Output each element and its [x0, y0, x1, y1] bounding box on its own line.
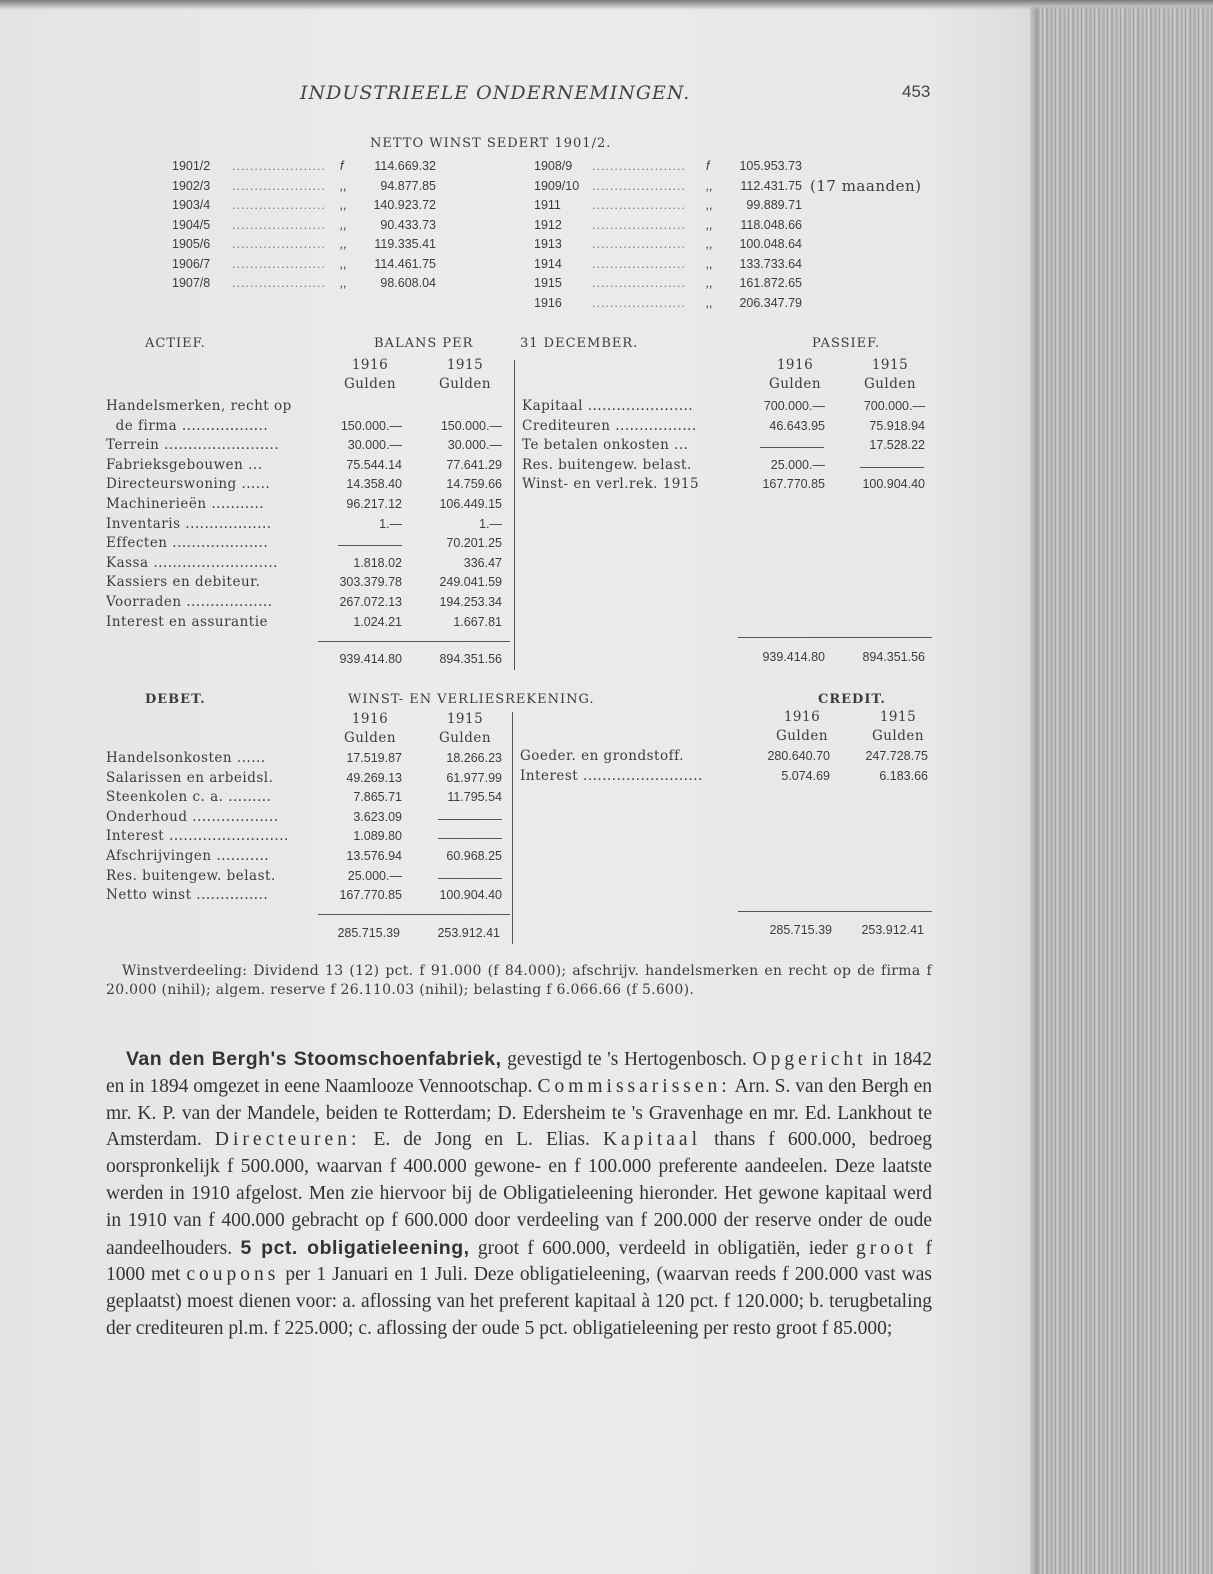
- company-text-1: gevestigd te 's Hertogenbosch.: [501, 1049, 753, 1070]
- value-1915: 70.201.25: [446, 536, 502, 551]
- value-1916: 700.000.—: [763, 399, 825, 413]
- year: 1903/4: [172, 198, 211, 212]
- year: 1911: [534, 198, 561, 212]
- value-1915: 6.183.66: [879, 768, 928, 783]
- note: (17 maanden): [810, 176, 922, 195]
- passief-total-1915: 894.351.56: [862, 650, 925, 664]
- credit-label: CREDIT.: [818, 692, 886, 707]
- dot-leader: .....................: [232, 237, 326, 251]
- directeuren-label: Directeuren:: [214, 1129, 361, 1151]
- value: 94.877.85: [380, 178, 436, 193]
- value-1915: 194.253.34: [439, 595, 502, 609]
- value: 100.048.64: [739, 237, 802, 251]
- value-1916: 303.379.78: [339, 575, 402, 590]
- nil-dash: [438, 819, 502, 820]
- value: 112.431.75: [740, 178, 802, 193]
- netto-winst-title: NETTO WINST SEDERT 1901/2.: [370, 136, 612, 151]
- dot-leader: .....................: [592, 256, 686, 271]
- actief-col-1915: 1915: [446, 357, 484, 373]
- dot-leader: .....................: [232, 217, 326, 232]
- passief-col-unit-1916: Gulden: [768, 376, 822, 392]
- row-label: Crediteuren .................: [522, 417, 697, 434]
- row-label: Interest en assurantie: [106, 613, 269, 630]
- currency-mark: ,,: [706, 256, 713, 271]
- actief-col-unit-1916: Gulden: [343, 376, 397, 392]
- value-1916: 3.623.09: [353, 809, 402, 824]
- balans-divider: [514, 360, 515, 670]
- company-text-4: E. de Jong en L. Elias.: [360, 1129, 603, 1151]
- year: 1905/6: [172, 237, 211, 251]
- row-label: Netto winst ...............: [106, 887, 269, 904]
- row-label: Fabrieksgebouwen ...: [106, 456, 263, 473]
- year: 1908/9: [534, 159, 573, 173]
- value: 90.433.73: [380, 217, 436, 232]
- dot-leader: .....................: [232, 159, 326, 173]
- passief-col-unit-1915: Gulden: [863, 376, 917, 392]
- actief-col-1916: 1916: [351, 357, 389, 373]
- debet-col-unit-1916: Gulden: [343, 730, 397, 746]
- value-1916: 14.358.40: [346, 477, 402, 492]
- balans-title-a: BALANS PER: [374, 336, 474, 351]
- year: 1914: [534, 256, 562, 271]
- value-1916: 280.640.70: [767, 749, 830, 763]
- dot-leader: .....................: [592, 237, 686, 251]
- top-shadow: [0, 0, 1213, 10]
- value-1915: 249.041.59: [439, 575, 502, 590]
- year: 1915: [534, 276, 562, 290]
- value-1915: 106.449.15: [439, 497, 502, 511]
- currency-mark: ,,: [340, 178, 347, 193]
- debet-col-unit-1915: Gulden: [438, 730, 492, 746]
- page-edges: [1030, 0, 1213, 1574]
- debet-col-1916: 1916: [351, 711, 389, 727]
- row-label: Res. buitengew. belast.: [522, 456, 692, 473]
- value-1915: 100.904.40: [862, 477, 925, 492]
- value-1915: 700.000.—: [863, 399, 925, 413]
- row-label: Afschrijvingen ...........: [106, 848, 270, 864]
- value-1915: 247.728.75: [865, 749, 928, 763]
- value-1915: 150.000.—: [440, 418, 502, 433]
- groot-label: groot: [856, 1237, 918, 1259]
- row-label: Machinerieën ...........: [106, 496, 265, 512]
- debet-total-rule: [318, 914, 510, 915]
- passief-label: PASSIEF.: [812, 336, 881, 351]
- value-1916: 49.269.13: [346, 770, 402, 785]
- value-1915: 60.968.25: [446, 849, 502, 863]
- dot-leader: .....................: [232, 256, 326, 271]
- credit-total-1916: 285.715.39: [769, 923, 832, 937]
- currency-mark: ,,: [340, 237, 347, 251]
- company-text-7: f 1000 met: [106, 1237, 933, 1286]
- currency-mark: f: [340, 159, 344, 173]
- passief-col-1915: 1915: [871, 357, 909, 373]
- row-label: Kassiers en debiteur.: [106, 574, 261, 591]
- value-1916: 167.770.85: [339, 888, 402, 903]
- credit-col-1915: 1915: [879, 709, 917, 725]
- year: 1901/2: [172, 159, 211, 173]
- value-1915: 11.795.54: [447, 790, 502, 805]
- value-1916: 150.000.—: [340, 418, 402, 433]
- value: 98.608.04: [380, 276, 436, 290]
- row-label: Winst- en verl.rek. 1915: [522, 476, 700, 493]
- credit-total-rule: [738, 911, 932, 912]
- debet-label: DEBET.: [145, 692, 206, 707]
- debet-col-1915: 1915: [446, 711, 484, 727]
- company-text-6: groot f 600.000, verdeeld in obligatiën, ieder: [469, 1237, 857, 1259]
- value-1916: 46.643.95: [769, 418, 825, 433]
- value: 99.889.71: [746, 198, 802, 212]
- year: 1902/3: [172, 178, 211, 193]
- year: 1916: [534, 295, 562, 310]
- value-1915: 30.000.—: [447, 438, 502, 453]
- dot-leader: .....................: [592, 198, 686, 212]
- value-1915: 77.641.29: [446, 457, 502, 472]
- row-label: de firma ..................: [106, 417, 269, 434]
- currency-mark: ,,: [706, 237, 713, 251]
- actief-total-rule: [318, 641, 510, 642]
- company-text-5: thans f 600.000, bedroeg oorspronkelijk f 500.000, waarvan f 400.000 gewone- en f 100.000 preferente aandeelen. Deze laatste werden in 1910 afgelost. Men zie hiervoor bij de Obligatieleening hieronder. Het gewone kapitaal werd in 1910 van f 400.000 gebracht op f 600.000 door verdeeling van f 200.000 der reserve onder de oude aandeelhouders.: [106, 1129, 932, 1259]
- value: 119.335.41: [374, 237, 436, 251]
- page-number: 453: [902, 82, 931, 101]
- row-label: Directeurswoning ......: [106, 476, 271, 493]
- company-text-2: in 1842 en in 1894 omgezet in eene Naamlooze Vennootschap.: [106, 1049, 932, 1097]
- value-1915: 100.904.40: [439, 888, 502, 903]
- credit-total-1915: 253.912.41: [861, 923, 924, 937]
- nil-dash: [338, 545, 402, 546]
- row-label: Kassa ..........................: [106, 554, 278, 571]
- value-1916: 1.089.80: [353, 829, 402, 844]
- passief-total-1916: 939.414.80: [762, 650, 825, 664]
- value-1916: 5.074.69: [781, 768, 830, 783]
- year: 1906/7: [172, 256, 211, 271]
- dot-leader: .....................: [592, 159, 686, 173]
- nil-dash: [860, 467, 924, 468]
- row-label: Voorraden ..................: [106, 594, 273, 610]
- nil-dash: [760, 447, 824, 448]
- nil-dash: [438, 838, 502, 839]
- value-1915: 14.759.66: [446, 477, 502, 492]
- row-label: Handelsonkosten ......: [106, 750, 266, 766]
- kapitaal-label: Kapitaal: [602, 1129, 701, 1151]
- value: 206.347.79: [739, 295, 802, 310]
- value: 114.669.32: [374, 159, 436, 173]
- value-1916: 1.024.21: [353, 614, 402, 629]
- balans-title-b: 31 DECEMBER.: [520, 336, 639, 351]
- value-1915: 336.47: [463, 555, 502, 570]
- currency-mark: f: [706, 159, 710, 173]
- value: 118.048.66: [740, 217, 802, 232]
- value-1915: 1.667.81: [453, 614, 502, 629]
- winst-verlies-divider: [512, 712, 513, 944]
- dot-leader: .....................: [592, 295, 686, 310]
- currency-mark: ,,: [706, 276, 713, 290]
- value-1916: 167.770.85: [762, 477, 825, 492]
- coupons-label: coupons: [186, 1264, 280, 1286]
- value: 105.953.73: [739, 159, 802, 173]
- value-1916: 1.—: [379, 516, 402, 531]
- credit-col-unit-1916: Gulden: [775, 728, 829, 744]
- row-label: Goeder. en grondstoff.: [520, 748, 684, 764]
- row-label: Effecten ....................: [106, 535, 269, 552]
- value-1916: 17.519.87: [346, 751, 402, 765]
- value-1915: 1.—: [479, 516, 502, 531]
- value: 133.733.64: [739, 256, 802, 271]
- row-label: Interest .........................: [520, 767, 703, 784]
- value-1915: 18.266.23: [446, 751, 502, 765]
- dot-leader: .....................: [232, 276, 326, 290]
- company-name: Van den Bergh's Stoomschoenfabriek,: [126, 1048, 502, 1070]
- dot-leader: .....................: [592, 217, 686, 232]
- year: 1904/5: [172, 217, 211, 232]
- value-1916: 1.818.02: [353, 555, 402, 570]
- currency-mark: ,,: [340, 276, 347, 290]
- actief-col-unit-1915: Gulden: [438, 376, 492, 392]
- currency-mark: ,,: [340, 217, 347, 232]
- row-label: Onderhoud ..................: [106, 808, 279, 825]
- value: 114.461.75: [374, 256, 436, 271]
- row-label: Kapitaal ......................: [522, 398, 694, 414]
- value-1915: 17.528.22: [869, 438, 925, 453]
- row-label: Salarissen en arbeidsl.: [106, 769, 274, 786]
- debet-total-1915: 253.912.41: [437, 926, 500, 940]
- value-1916: 267.072.13: [339, 595, 402, 609]
- dot-leader: .....................: [592, 276, 686, 290]
- actief-total-1915: 894.351.56: [439, 652, 502, 666]
- currency-mark: ,,: [706, 178, 713, 193]
- running-title: INDUSTRIEELE ONDERNEMINGEN.: [300, 82, 691, 104]
- year: 1913: [534, 237, 562, 251]
- passief-col-1916: 1916: [776, 357, 814, 373]
- value-1915: 75.918.94: [869, 418, 925, 433]
- debet-total-1916: 285.715.39: [337, 926, 400, 940]
- winstverdeeling-note: Winstverdeeling: Dividend 13 (12) pct. f 91.000 (f 84.000); afschrijv. handelsmerken en recht op de firma f 20.000 (nihil); algem. reserve f 26.110.03 (nihil); belasting f 6.066.66 (f 5.600).: [106, 963, 932, 998]
- credit-col-unit-1915: Gulden: [871, 728, 925, 744]
- row-label: Terrein ........................: [106, 437, 280, 454]
- year: 1907/8: [172, 276, 211, 290]
- opgericht-label: Opgericht: [752, 1049, 867, 1070]
- nil-dash: [438, 878, 502, 879]
- actief-label: ACTIEF.: [145, 336, 206, 351]
- commissarissen-label: Commissarissen:: [537, 1075, 731, 1097]
- credit-col-1916: 1916: [783, 709, 821, 725]
- dot-leader: .....................: [592, 178, 686, 193]
- row-label: Res. buitengew. belast.: [106, 867, 276, 884]
- dot-leader: .....................: [232, 178, 326, 193]
- company-text-8: per 1 Januari en 1 Juli. Deze obligatieleening, (waarvan reeds f 200.000 vast was geplaatst) moest dienen voor: a. aflossing van het preferent kapitaal à 120 pct. f 120.000; b. terugbetaling der crediteuren pl.m. f 225.000; c. aflossing der oude 5 pct. obligatieleening per resto groot f 85.000;: [106, 1264, 932, 1339]
- company-paragraph: [106, 1046, 932, 1343]
- currency-mark: ,,: [706, 217, 713, 232]
- row-label: Handelsmerken, recht op: [106, 398, 292, 414]
- value-1916: 7.865.71: [353, 790, 402, 805]
- row-label: Inventaris ..................: [106, 515, 272, 532]
- dot-leader: .....................: [232, 198, 326, 212]
- value-1916: 30.000.—: [347, 438, 402, 453]
- value-1916: 96.217.12: [346, 497, 402, 511]
- value-1916: 13.576.94: [346, 849, 402, 863]
- row-label: Steenkolen c. a. .........: [106, 789, 272, 806]
- value: 140.923.72: [373, 198, 436, 212]
- row-label: Te betalen onkosten ...: [522, 437, 689, 454]
- value-1915: 61.977.99: [446, 770, 502, 785]
- value-1916: 25.000.—: [347, 868, 402, 883]
- currency-mark: ,,: [706, 295, 713, 310]
- value-1916: 25.000.—: [770, 457, 825, 472]
- currency-mark: ,,: [340, 256, 347, 271]
- value: 161.872.65: [739, 276, 802, 290]
- company-text-3: Arn. S. van den Bergh en mr. K. P. van der Mandele, beiden te Rotterdam; D. Edersheim te 's Gravenhage en mr. Ed. Lankhout te Amsterdam.: [106, 1075, 932, 1151]
- currency-mark: ,,: [706, 198, 713, 212]
- actief-total-1916: 939.414.80: [339, 652, 402, 666]
- year: 1912: [534, 217, 562, 232]
- currency-mark: ,,: [340, 198, 347, 212]
- passief-total-rule: [738, 637, 932, 638]
- winst-verlies-title: WINST- EN VERLIESREKENING.: [348, 692, 595, 707]
- value-1916: 75.544.14: [346, 457, 402, 472]
- year: 1909/10: [534, 178, 580, 193]
- row-label: Interest .........................: [106, 828, 289, 845]
- obligatie-label: 5 pct. obligatieleening,: [240, 1236, 470, 1259]
